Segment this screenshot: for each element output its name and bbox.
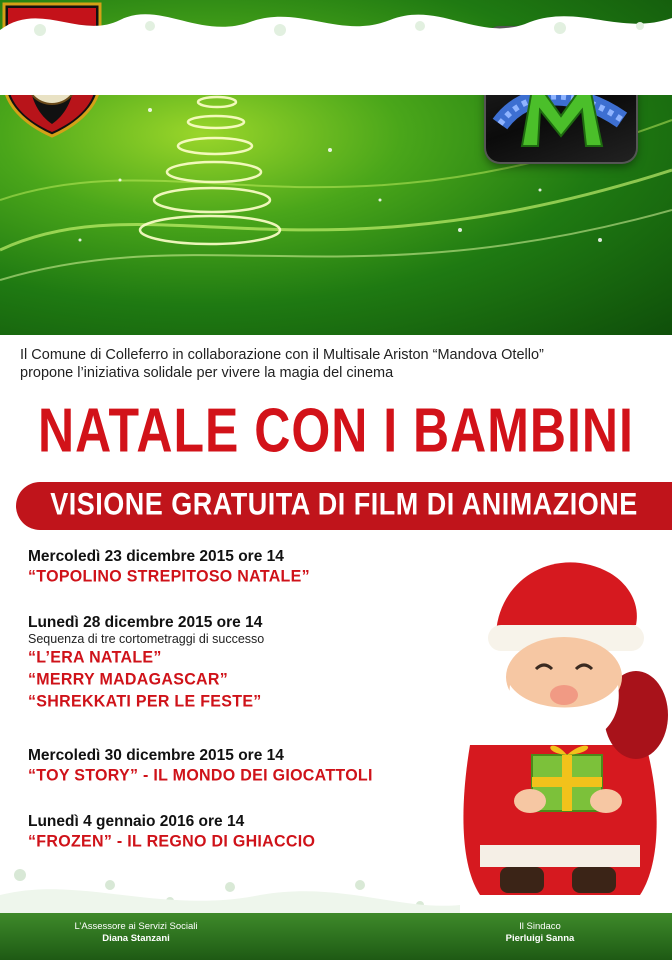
event-2 bbox=[28, 613, 458, 713]
signature-name: Diana Stanzani bbox=[102, 933, 170, 944]
intro-line-1: Il Comune di Colleferro in collaborazione con il Multisale Ariston “Mandova Otello” bbox=[20, 347, 544, 363]
snowflake-decoration-icon bbox=[0, 825, 672, 915]
event-film: “L’ERA NATALE” bbox=[28, 649, 162, 667]
signature-assessore bbox=[36, 921, 236, 945]
signature-role: L’Assessore ai Servizi Sociali bbox=[74, 921, 198, 932]
event-note: Sequenza di tre cortometraggi di successo bbox=[28, 632, 265, 646]
event-film: “FROZEN” - IL REGNO DI GHIACCIO bbox=[28, 833, 316, 851]
intro-line-2: propone l’iniziativa solidale per vivere la magia del cinema bbox=[20, 365, 394, 381]
event-date: Mercoledì 30 dicembre 2015 ore 14 bbox=[28, 747, 284, 764]
header-banner bbox=[0, 0, 672, 335]
event-film: “MERRY MADAGASCAR” bbox=[28, 671, 229, 689]
signature-sindaco bbox=[470, 921, 610, 945]
event-1 bbox=[28, 547, 458, 588]
signature-role: Il Sindaco bbox=[519, 921, 561, 932]
poster-subtitle: VISIONE GRATUITA DI FILM DI ANIMAZIONE bbox=[50, 487, 638, 522]
poster-title: NATALE CON I BAMBINI bbox=[38, 395, 634, 466]
event-3 bbox=[28, 746, 458, 787]
event-date: Lunedì 4 gennaio 2016 ore 14 bbox=[28, 813, 245, 830]
signature-name: Pierluigi Sanna bbox=[505, 933, 575, 944]
event-film: “SHREKKATI PER LE FESTE” bbox=[28, 693, 262, 711]
event-date: Mercoledì 23 dicembre 2015 ore 14 bbox=[28, 548, 284, 565]
event-film: “TOY STORY” - IL MONDO DEI GIOCATTOLI bbox=[28, 767, 373, 785]
spiral-tree-icon bbox=[140, 81, 280, 244]
event-film: “TOPOLINO STREPITOSO NATALE” bbox=[28, 568, 310, 586]
snowflake-border-icon bbox=[0, 0, 672, 95]
event-date: Lunedì 28 dicembre 2015 ore 14 bbox=[28, 614, 263, 631]
intro-text bbox=[20, 346, 660, 382]
